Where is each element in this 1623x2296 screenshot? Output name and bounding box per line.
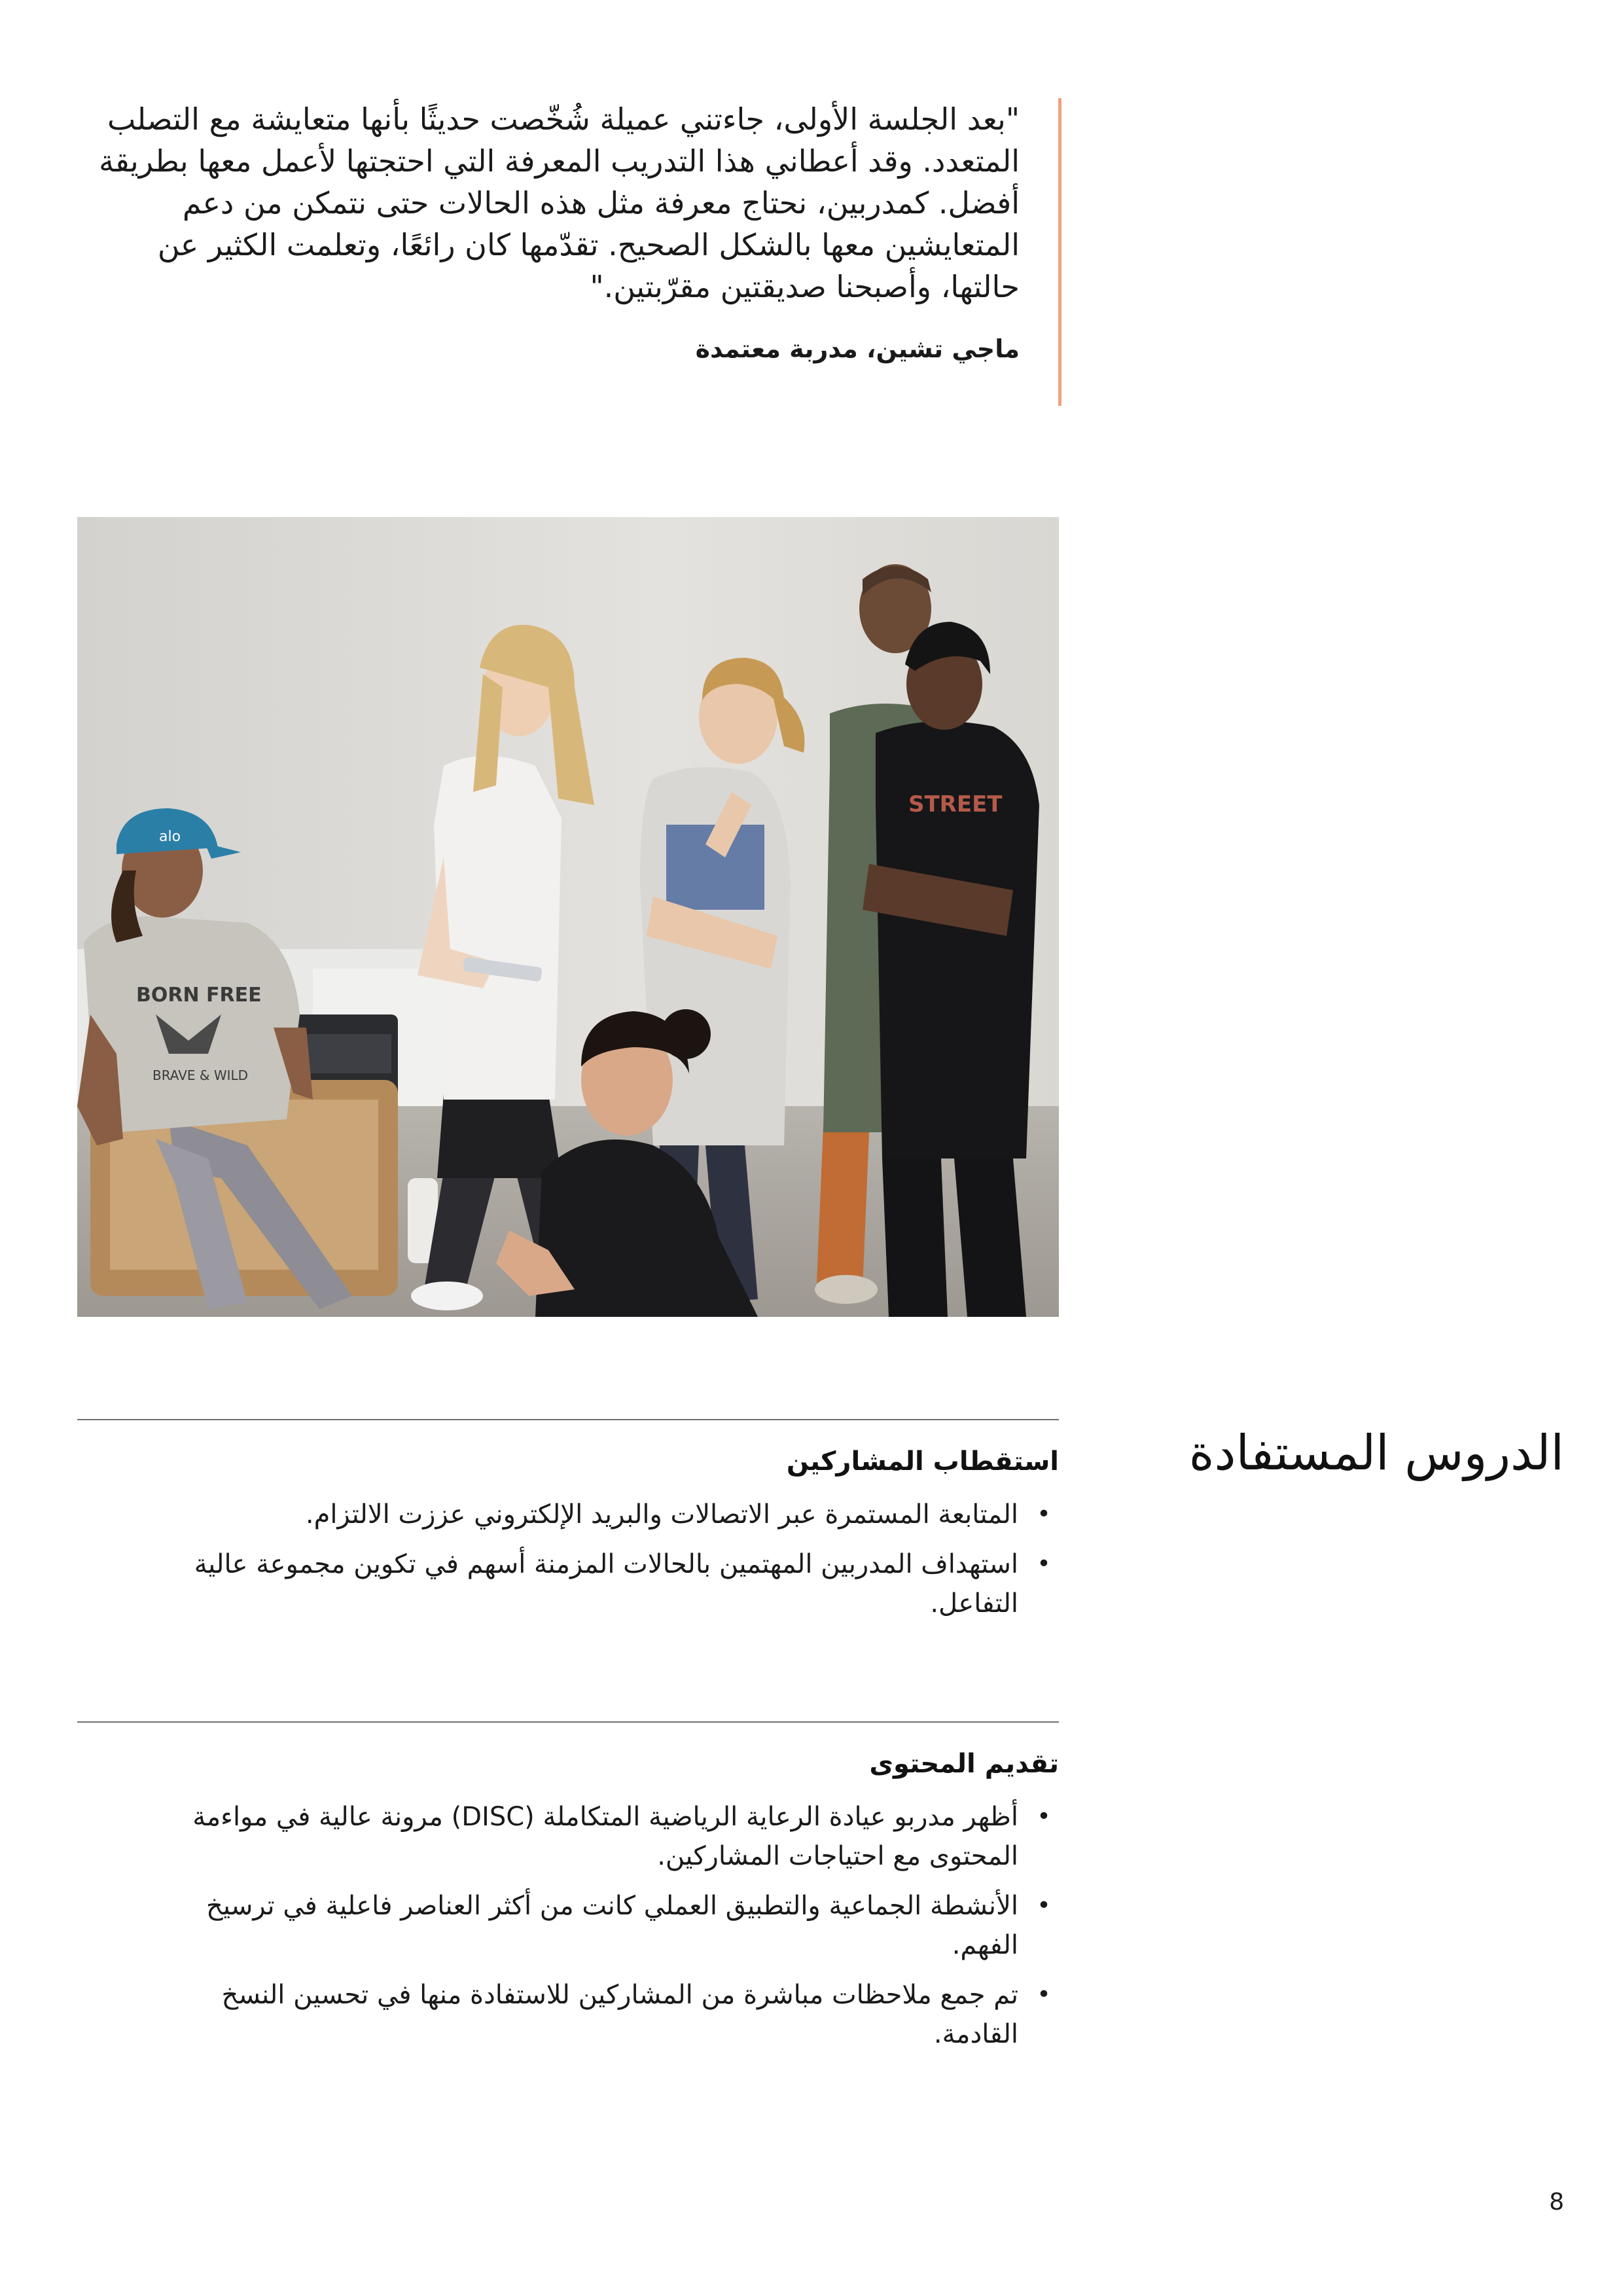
- quote-text: "بعد الجلسة الأولى، جاءتني عميلة شُخّصت حديثًا بأنها متعايشة مع التصلب المتعدد. وقد أعطاني هذا التدريب المعرفة التي احتجتها لأعمل معها بطريقة أفضل. كمدربين، نحتاج معرفة مثل هذه الحالات حتى نتمكن من دعم المتعايشين معها بالشكل الصحيح. تقدّمها كان رائعًا، وتعلمت الكثير عن حالتها، وأصبحنا صديقتين مقرّبتين.": [99, 101, 1020, 304]
- bullet-icon: •: [1037, 1803, 1051, 1830]
- bullet-icon: •: [1037, 1981, 1051, 2008]
- bullet-list: [77, 1797, 1059, 2054]
- bullet-text: أظهر مدربو عيادة الرعاية الرياضية المتكاملة (DISC) مرونة عالية في مواءمة المحتوى مع احتياجات المشاركين.: [192, 1802, 1018, 1871]
- lesson-group-recruitment: [77, 1419, 1059, 1634]
- bullet-list: [77, 1495, 1059, 1623]
- group-divider: [77, 1721, 1059, 1723]
- page-number: 8: [1549, 2189, 1564, 2215]
- group-heading: استقطاب المشاركين: [786, 1446, 1059, 1477]
- bullet-text: تم جمع ملاحظات مباشرة من المشاركين للاستفادة منها في تحسين النسخ القادمة.: [221, 1980, 1018, 2049]
- bullet-text: المتابعة المستمرة عبر الاتصالات والبريد الإلكتروني عززت الالتزام.: [305, 1499, 1018, 1530]
- bullet-icon: •: [1037, 1501, 1051, 1528]
- bullet-item: [77, 1975, 1059, 2054]
- shirt-print-street: STREET: [908, 791, 1003, 817]
- training-session-photo: [77, 517, 1059, 1317]
- bullet-text: استهداف المدربين المهتمين بالحالات المزمنة أسهم في تكوين مجموعة عالية التفاعل.: [194, 1549, 1018, 1619]
- quote-accent-rule: [1058, 98, 1061, 406]
- bullet-icon: •: [1037, 1892, 1051, 1919]
- bullet-text: الأنشطة الجماعية والتطبيق العملي كانت من أكثر العناصر فاعلية في ترسيخ الفهم.: [206, 1891, 1018, 1960]
- shirt-print-text: BORN FREE: [136, 984, 262, 1007]
- quote-author: ماجي تشين، مدربة معتمدة: [695, 334, 1020, 363]
- bullet-item: [77, 1545, 1059, 1623]
- bullet-item: [77, 1797, 1059, 1876]
- section-title: الدروس المستفادة: [1188, 1425, 1564, 1481]
- shirt-print-subtext: BRAVE & WILD: [152, 1067, 249, 1083]
- cap-logo-text: alo: [159, 829, 181, 845]
- bullet-item: [77, 1495, 1059, 1534]
- bullet-icon: •: [1037, 1551, 1051, 1577]
- testimonial-quote: [79, 98, 1060, 406]
- group-divider: [77, 1419, 1059, 1420]
- lesson-group-content-delivery: [77, 1721, 1059, 2064]
- group-heading: تقديم المحتوى: [869, 1749, 1059, 1779]
- bullet-item: [77, 1886, 1059, 1965]
